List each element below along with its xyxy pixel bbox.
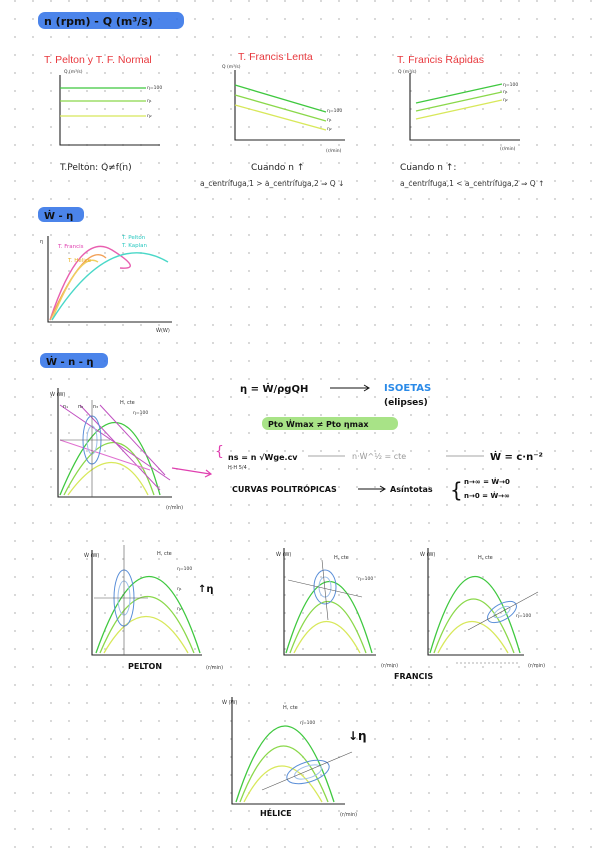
title-francis-rapidas: T. Francis Rápidas <box>397 54 484 66</box>
isoetas-label: ISOETAS <box>384 383 432 394</box>
svg-text:Ẇ (W): Ẇ (W) <box>276 552 292 558</box>
plot-pelton-hill <box>84 545 223 671</box>
svg-text:η=100: η=100 <box>503 83 519 88</box>
pelton-label: PELTON <box>128 662 163 671</box>
svg-text:Ẇ (W): Ẇ (W) <box>84 553 100 559</box>
svg-text:T. Francis: T. Francis <box>58 244 84 250</box>
axis-q-label: Q (m³/s) <box>64 70 83 75</box>
svg-text:(r/min): (r/min) <box>166 505 184 511</box>
svg-text:η₁: η₁ <box>177 587 182 592</box>
svg-text:η₁: η₁ <box>327 118 332 123</box>
caption-pelton: T.Pelton: Q≠f(n) <box>60 163 132 173</box>
caption-rapidas-1: Cuando n ↑: <box>400 163 457 173</box>
caption-lenta-2: a_centrífuga,1 > a_centrífuga,2 ⇒ Q ↓ <box>200 179 345 188</box>
pto-wmax: Pto Ẇmax ≠ Pto ηmax <box>268 420 369 429</box>
svg-text:T. Kaplan: T. Kaplan <box>122 243 147 249</box>
svg-text:Ẇ (W): Ẇ (W) <box>222 700 238 706</box>
title-francis-lenta: T. Francis Lenta <box>238 51 313 63</box>
svg-text:n·Ẇ^½ = cte: n·Ẇ^½ = cte <box>352 452 407 461</box>
svg-text:Q (m³/s): Q (m³/s) <box>222 65 241 70</box>
svg-text:η₂: η₂ <box>177 607 182 612</box>
ns-formula: ns = n √Wge.cv <box>228 453 298 462</box>
plot-francis-hill-1 <box>276 548 398 669</box>
plot-pelton-q-n <box>60 69 162 145</box>
svg-text:η=100: η=100 <box>300 721 316 726</box>
svg-text:η=100: η=100 <box>133 411 149 416</box>
svg-text:Ẇ (W): Ẇ (W) <box>50 392 66 398</box>
w-cn: Ẇ = c·n⁻² <box>490 452 543 463</box>
svg-text:H, cte: H, cte <box>157 551 172 557</box>
svg-text:n₃: n₃ <box>93 404 99 410</box>
up-eta-pelton: ↑η <box>198 584 214 595</box>
svg-text:Ẇ(W): Ẇ(W) <box>156 328 170 334</box>
svg-text:(r/min): (r/min) <box>500 147 516 152</box>
svg-text:{: { <box>450 478 463 502</box>
plot-efficiency <box>40 235 172 334</box>
header-w-eta: Ẇ - η <box>44 211 74 222</box>
svg-text:(r/min): (r/min) <box>528 663 546 669</box>
svg-text:{: { <box>215 444 224 460</box>
svg-text:(r/min): (r/min) <box>381 663 399 669</box>
svg-text:H, cte: H, cte <box>283 705 298 711</box>
svg-text:η=100: η=100 <box>177 567 193 572</box>
svg-text:T. Hélice: T. Hélice <box>68 258 92 264</box>
plot-main-hill <box>50 388 183 511</box>
caption-lenta-1: Cuando n ↑ <box>251 163 305 173</box>
helice-label: HÉLICE <box>260 809 292 818</box>
plot-helice-hill <box>222 697 357 818</box>
svg-text:H, cte: H, cte <box>334 555 349 561</box>
svg-text:(r/min): (r/min) <box>206 665 224 671</box>
svg-text:Ẇ (W): Ẇ (W) <box>420 552 436 558</box>
svg-text:η=100: η=100 <box>516 614 532 619</box>
svg-text:η=100: η=100 <box>147 86 163 91</box>
svg-text:η: η <box>40 239 44 245</box>
down-eta-helice: ↓η <box>348 729 367 743</box>
svg-text:η₂: η₂ <box>327 127 332 132</box>
limit-1: n→∞ = Ẇ→0 <box>464 478 510 486</box>
svg-text:η₂: η₂ <box>503 98 508 103</box>
svg-text:T. Pelton: T. Pelton <box>122 235 146 241</box>
arrow-pink <box>172 468 210 474</box>
svg-text:H·H 5/4: H·H 5/4 <box>228 465 247 471</box>
plot-francis-hill-2 <box>420 548 545 669</box>
eta-formula: η = Ẇ/ρgQH <box>240 384 309 395</box>
svg-text:H, cte: H, cte <box>478 555 493 561</box>
svg-text:η=100: η=100 <box>358 577 374 582</box>
svg-text:η₁: η₁ <box>147 99 152 104</box>
plot-francis-rapidas <box>398 69 520 152</box>
svg-text:(r/min): (r/min) <box>326 149 342 154</box>
svg-text:η₂: η₂ <box>147 114 152 119</box>
svg-text:H, cte: H, cte <box>120 400 135 406</box>
curvas-politropicas: CURVAS POLITRÓPICAS <box>232 485 337 494</box>
svg-text:η=100: η=100 <box>327 109 343 114</box>
limit-2: n→0 = Ẇ→∞ <box>464 492 510 500</box>
francis-label: FRANCIS <box>394 672 434 681</box>
svg-text:n₂: n₂ <box>78 404 84 410</box>
title-pelton-normal: T. Pelton y T. F. Normal <box>44 54 152 66</box>
header-n-q: n (rpm) - Q (m³/s) <box>44 15 153 28</box>
asintotas: Asíntotas <box>390 485 433 494</box>
elipses-label: (elipses) <box>384 398 428 408</box>
svg-text:n₁: n₁ <box>63 404 69 410</box>
svg-text:Q (m³/s): Q (m³/s) <box>398 70 417 75</box>
header-w-n-eta: Ẇ - n - η <box>46 357 94 368</box>
caption-rapidas-2: a_centrífuga,1 < a_centrífuga,2 ⇒ Q ↑ <box>400 179 545 188</box>
svg-text:(r/min): (r/min) <box>340 812 358 818</box>
plot-francis-lenta <box>222 64 345 154</box>
svg-text:η₁: η₁ <box>503 90 508 95</box>
